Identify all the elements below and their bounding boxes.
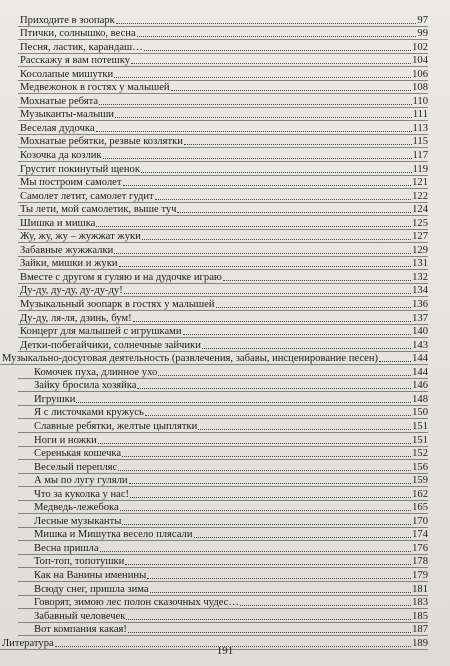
toc-leader-dots (202, 348, 411, 349)
toc-leader-dots (122, 524, 411, 525)
toc-entry-title: Весна пришла (34, 542, 99, 554)
toc-leader-dots (379, 361, 411, 362)
toc-entry (0, 582, 450, 596)
toc-entry-page: 113 (412, 122, 428, 134)
toc-entry-page: 131 (412, 258, 428, 270)
toc-leader-dots (183, 334, 412, 335)
toc-entry (0, 487, 450, 501)
toc-entry (0, 623, 450, 637)
toc-entry (0, 555, 450, 569)
toc-entry-page: 117 (412, 150, 428, 162)
toc-leader-dots (118, 470, 411, 471)
toc-entry (0, 135, 450, 149)
toc-entry-title: Шишка и мишка (20, 217, 96, 229)
toc-leader-dots (133, 321, 411, 322)
toc-entry-page: 121 (412, 177, 428, 189)
toc-entry-page: 150 (412, 407, 428, 419)
toc-leader-dots (96, 131, 412, 132)
toc-leader-dots (223, 280, 411, 281)
toc-leader-dots (125, 564, 411, 565)
toc-entry-page: 106 (412, 68, 428, 80)
toc-entry-title: Косолапые мишутки (20, 68, 114, 80)
toc-entry (0, 176, 450, 190)
toc-entry-title: Музыкально-досуговая деятельность (развлечения, забавы, инсценирование песен) (2, 353, 379, 365)
toc-leader-dots (142, 239, 411, 240)
toc-entry-page: 176 (412, 542, 428, 554)
toc-leader-dots (158, 375, 411, 376)
toc-entry-title: Музыкальный зоопарк в гостях у малышей (20, 299, 215, 311)
toc-entry-page: 136 (412, 299, 428, 311)
toc-entry-title: Грустит покинутый щенок (20, 163, 140, 175)
toc-entry-title: Медвежонок в гостях у малышей (20, 82, 170, 94)
toc-entry-title: А мы по лугу гуляли (34, 475, 128, 487)
toc-entry-title: Мохнатые ребята (20, 95, 99, 107)
toc-entry-title: Комочек пуха, длинное ухо (34, 366, 158, 378)
toc-entry-title: Медведь-лежебока (34, 502, 119, 514)
toc-leader-dots (116, 23, 417, 24)
toc-entry-title: Вот компания какая! (34, 624, 127, 636)
toc-entry-page: 151 (412, 434, 428, 446)
toc-entry-title: Детки-побегайчики, солнечные зайчики (20, 339, 201, 351)
toc-entry (0, 189, 450, 203)
toc-entry (0, 13, 450, 27)
toc-leader-dots (76, 402, 411, 403)
toc-leader-dots (150, 592, 411, 593)
toc-entry-page: 122 (412, 190, 428, 202)
toc-leader-dots (126, 619, 411, 620)
toc-entry-page: 104 (412, 55, 428, 67)
toc-entry-title: Приходите в зоопарк (20, 14, 115, 26)
toc-leader-dots (114, 77, 411, 78)
toc-entry-page: 140 (412, 326, 428, 338)
toc-entry-title: Лесные музыканты (34, 515, 122, 527)
toc-entry-title: Музыканты-малыши (20, 109, 115, 121)
toc-entry-title: Говорят, зимою лес полон сказочных чудес… (34, 597, 239, 609)
toc-leader-dots (240, 605, 411, 606)
toc-entry-page: 110 (412, 95, 428, 107)
toc-entry-page: 102 (412, 41, 428, 53)
toc-leader-dots (194, 537, 412, 538)
toc-leader-dots (124, 293, 411, 294)
toc-entry (0, 162, 450, 176)
toc-entry-title: Концерт для малышей с игрушками (20, 326, 182, 338)
toc-entry (0, 365, 450, 379)
toc-leader-dots (99, 104, 411, 105)
toc-entry-page: 162 (412, 488, 428, 500)
toc-entry-title: Птички, солнышко, весна (20, 28, 136, 40)
toc-entry-title: Жу, жу, жу – жужжат жуки (20, 231, 141, 243)
toc-entry-page: 185 (412, 610, 428, 622)
toc-leader-dots (155, 199, 411, 200)
toc-entry (0, 297, 450, 311)
toc-entry-title: Самолет летит, самолет гудит (20, 190, 154, 202)
toc-entry (0, 67, 450, 81)
toc-entry (0, 108, 450, 122)
toc-entry (0, 121, 450, 135)
toc-entry (0, 54, 450, 68)
toc-entry (0, 243, 450, 257)
toc-entry (0, 311, 450, 325)
toc-entry (0, 609, 450, 623)
toc-entry-page: 119 (412, 163, 428, 175)
toc-leader-dots (130, 497, 411, 498)
toc-entry (0, 419, 450, 433)
toc-leader-dots (114, 253, 411, 254)
toc-leader-dots (100, 551, 412, 552)
toc-entry (0, 460, 450, 474)
toc-entry (0, 501, 450, 515)
toc-entry-title: Забавный человечек (34, 610, 126, 622)
toc-entry-page: 143 (412, 339, 428, 351)
toc-entry-page: 189 (412, 637, 428, 649)
toc-entry (0, 230, 450, 244)
toc-entry-title: Расскажу я вам потешку (20, 55, 130, 67)
toc-entry (0, 379, 450, 393)
toc-leader-dots (177, 212, 411, 213)
toc-entry-title: Веселый перепляс (34, 461, 118, 473)
toc-entry (0, 27, 450, 41)
toc-entry-title: Мохнатые ребятки, резвые козлятки (20, 136, 183, 148)
toc-leader-dots (184, 144, 412, 145)
toc-entry (0, 270, 450, 284)
toc-leader-dots (137, 388, 411, 389)
toc-entry (0, 596, 450, 610)
toc-leader-dots (198, 429, 411, 430)
toc-entry (0, 568, 450, 582)
toc-entry (0, 216, 450, 230)
toc-leader-dots (145, 415, 411, 416)
toc-entry-page: 111 (412, 109, 428, 121)
page-number: 191 (216, 645, 234, 657)
toc-entry-page: 148 (412, 393, 428, 405)
toc-entry-title: Игрушки (34, 393, 76, 405)
toc-entry-page: 181 (412, 583, 428, 595)
toc-entry (0, 433, 450, 447)
toc-entry-page: 183 (412, 597, 428, 609)
toc-entry (0, 94, 450, 108)
toc-leader-dots (141, 172, 412, 173)
toc-entry-title: Веселая дудочка (20, 122, 95, 134)
toc-entry-page: 179 (412, 569, 428, 581)
toc-entry-page: 134 (412, 285, 428, 297)
toc-entry (0, 541, 450, 555)
toc-leader-dots (98, 443, 411, 444)
toc-entry-page: 178 (412, 556, 428, 568)
toc-leader-dots (119, 266, 412, 267)
toc-entry-page: 144 (412, 366, 428, 378)
toc-entry-title: Мишка и Мишутка весело плясали (34, 529, 193, 541)
toc-leader-dots (120, 510, 411, 511)
toc-entry (0, 352, 450, 366)
toc-entry (0, 148, 450, 162)
toc-entry (0, 325, 450, 339)
toc-entry-title: Ду-ду, ду-ду, ду-ду-ду! (20, 285, 123, 297)
toc-entry-page: 151 (412, 420, 428, 432)
toc-entry-page: 129 (412, 244, 428, 256)
toc-entry-page: 152 (412, 448, 428, 460)
toc-leader-dots (131, 63, 411, 64)
toc-leader-dots (147, 578, 411, 579)
toc-leader-dots (103, 158, 412, 159)
toc-entry (0, 406, 450, 420)
toc-leader-dots (128, 632, 411, 633)
toc-entry (0, 257, 450, 271)
toc-entry-title: Ноги и ножки (34, 434, 97, 446)
toc-entry (0, 392, 450, 406)
toc-entry-page: 97 (417, 14, 428, 26)
toc-entry-page: 125 (412, 217, 428, 229)
toc-entry (0, 474, 450, 488)
toc-entry-page: 144 (412, 353, 428, 365)
toc-entry (0, 203, 450, 217)
toc-entry-title: Козочка да козлик (20, 150, 102, 162)
toc-entry-title: Мы построим самолет (20, 177, 122, 189)
toc-entry-title: Зайки, мишки и жуки (20, 258, 118, 270)
toc-entry-page: 137 (412, 312, 428, 324)
toc-leader-dots (137, 36, 417, 37)
toc-entry (0, 81, 450, 95)
toc-entry-title: Я с листочками кружусь (34, 407, 144, 419)
toc-entry-page: 159 (412, 475, 428, 487)
toc-entry (0, 40, 450, 54)
toc-entry-title: Серенькая кошечка (34, 448, 122, 460)
toc-entry-page: 132 (412, 271, 428, 283)
toc-leader-dots (122, 456, 411, 457)
toc-entry-title: Славные ребятки, желтые цыплятки (34, 420, 198, 432)
toc-leader-dots (144, 50, 411, 51)
toc-leader-dots (129, 483, 412, 484)
toc-entry-title: Ты лети, мой самолетик, выше туч (20, 204, 177, 216)
toc-entry-page: 115 (412, 136, 428, 148)
toc-entry-page: 165 (412, 502, 428, 514)
toc-entry-page: 174 (412, 529, 428, 541)
toc-entry (0, 528, 450, 542)
toc-entry-title: Вместе с другом я гуляю и на дудочке играю (20, 271, 222, 283)
toc-entry-title: Литература (2, 637, 54, 649)
toc-entry-page: 108 (412, 82, 428, 94)
toc-entry-page: 156 (412, 461, 428, 473)
toc-entry-title: Зайку бросила хозяйка (34, 380, 137, 392)
toc-leader-dots (96, 226, 411, 227)
toc-entry-page: 127 (412, 231, 428, 243)
toc-entry (0, 514, 450, 528)
toc-entry (0, 284, 450, 298)
toc-entry-page: 146 (412, 380, 428, 392)
toc-entry-page: 124 (412, 204, 428, 216)
toc-leader-dots (115, 117, 412, 118)
toc-leader-dots (123, 185, 412, 186)
toc-entry-title: Всюду снег, пришла зима (34, 583, 149, 595)
toc-entry (0, 447, 450, 461)
toc-entry-title: Как на Ванины именины (34, 569, 147, 581)
toc-entry-page: 170 (412, 515, 428, 527)
toc-entry-title: Песня, ластик, карандаш… (20, 41, 143, 53)
toc-entry-title: Что за куколка у нас! (34, 488, 130, 500)
toc-entry-title: Ду-ду, ля-ля, дзинь, бум! (20, 312, 132, 324)
toc-entry-page: 99 (417, 28, 428, 40)
table-of-contents (0, 13, 450, 650)
toc-entry (0, 338, 450, 352)
toc-entry-title: Топ-топ, топотушки (34, 556, 125, 568)
toc-entry-page: 187 (412, 624, 428, 636)
toc-entry-title: Забавные жужжалки (20, 244, 114, 256)
toc-leader-dots (171, 90, 412, 91)
toc-leader-dots (216, 307, 412, 308)
